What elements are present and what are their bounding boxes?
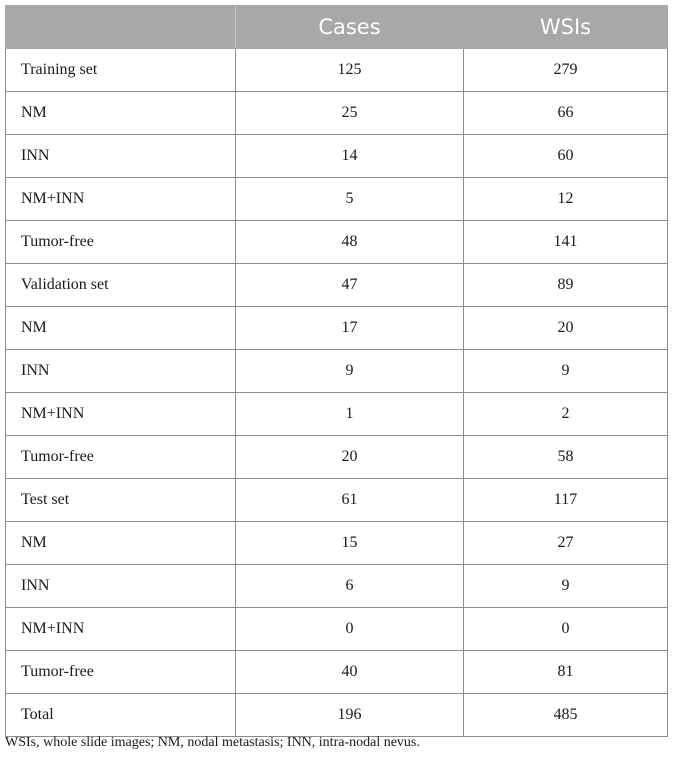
table-row	[6, 307, 668, 350]
cases-cell: 1	[236, 393, 464, 436]
wsis-cell: 12	[464, 178, 668, 221]
cases-cell: 125	[236, 49, 464, 92]
table-row	[6, 221, 668, 264]
cases-cell: 47	[236, 264, 464, 307]
cases-cell: 48	[236, 221, 464, 264]
table-row	[6, 565, 668, 608]
cases-cell: 9	[236, 350, 464, 393]
table-row	[6, 608, 668, 651]
cases-cell: 196	[236, 694, 464, 737]
wsis-cell: 27	[464, 522, 668, 565]
cases-cell: 20	[236, 436, 464, 479]
row-label-cell: NM	[6, 522, 236, 565]
wsis-cell: 485	[464, 694, 668, 737]
cases-cell: 61	[236, 479, 464, 522]
table-footnote: WSIs, whole slide images; NM, nodal metastasis; INN, intra-nodal nevus.	[5, 735, 420, 750]
table-row	[6, 651, 668, 694]
wsis-cell: 81	[464, 651, 668, 694]
row-label-cell: Tumor-free	[6, 436, 236, 479]
table-row	[6, 479, 668, 522]
row-label-cell: Tumor-free	[6, 221, 236, 264]
header-empty-cell	[6, 6, 236, 49]
table-row	[6, 178, 668, 221]
wsis-cell: 9	[464, 565, 668, 608]
table-header-row	[6, 6, 668, 49]
header-wsis: WSIs	[464, 6, 668, 49]
row-label-cell: Test set	[6, 479, 236, 522]
wsis-cell: 9	[464, 350, 668, 393]
row-label-cell: NM+INN	[6, 393, 236, 436]
table-row	[6, 92, 668, 135]
table-row	[6, 694, 668, 737]
table-row	[6, 264, 668, 307]
wsis-cell: 117	[464, 479, 668, 522]
row-label-cell: NM+INN	[6, 608, 236, 651]
wsis-cell: 66	[464, 92, 668, 135]
table-row	[6, 436, 668, 479]
wsis-cell: 2	[464, 393, 668, 436]
wsis-cell: 89	[464, 264, 668, 307]
table-body	[6, 49, 668, 737]
row-label-cell: NM+INN	[6, 178, 236, 221]
cases-cell: 17	[236, 307, 464, 350]
header-cases: Cases	[236, 6, 464, 49]
cases-cell: 14	[236, 135, 464, 178]
table-row	[6, 522, 668, 565]
wsis-cell: 0	[464, 608, 668, 651]
cases-cell: 6	[236, 565, 464, 608]
wsis-cell: 60	[464, 135, 668, 178]
row-label-cell: Training set	[6, 49, 236, 92]
row-label-cell: Total	[6, 694, 236, 737]
table-row	[6, 350, 668, 393]
row-label-cell: NM	[6, 307, 236, 350]
wsis-cell: 279	[464, 49, 668, 92]
row-label-cell: Validation set	[6, 264, 236, 307]
row-label-cell: NM	[6, 92, 236, 135]
cases-cell: 40	[236, 651, 464, 694]
row-label-cell: INN	[6, 350, 236, 393]
data-table-container	[5, 5, 667, 737]
table-row	[6, 135, 668, 178]
row-label-cell: INN	[6, 565, 236, 608]
cases-cell: 25	[236, 92, 464, 135]
wsis-cell: 20	[464, 307, 668, 350]
wsis-cell: 141	[464, 221, 668, 264]
data-table	[5, 5, 668, 737]
cases-cell: 0	[236, 608, 464, 651]
cases-cell: 5	[236, 178, 464, 221]
wsis-cell: 58	[464, 436, 668, 479]
table-row	[6, 393, 668, 436]
row-label-cell: INN	[6, 135, 236, 178]
cases-cell: 15	[236, 522, 464, 565]
row-label-cell: Tumor-free	[6, 651, 236, 694]
table-row	[6, 49, 668, 92]
